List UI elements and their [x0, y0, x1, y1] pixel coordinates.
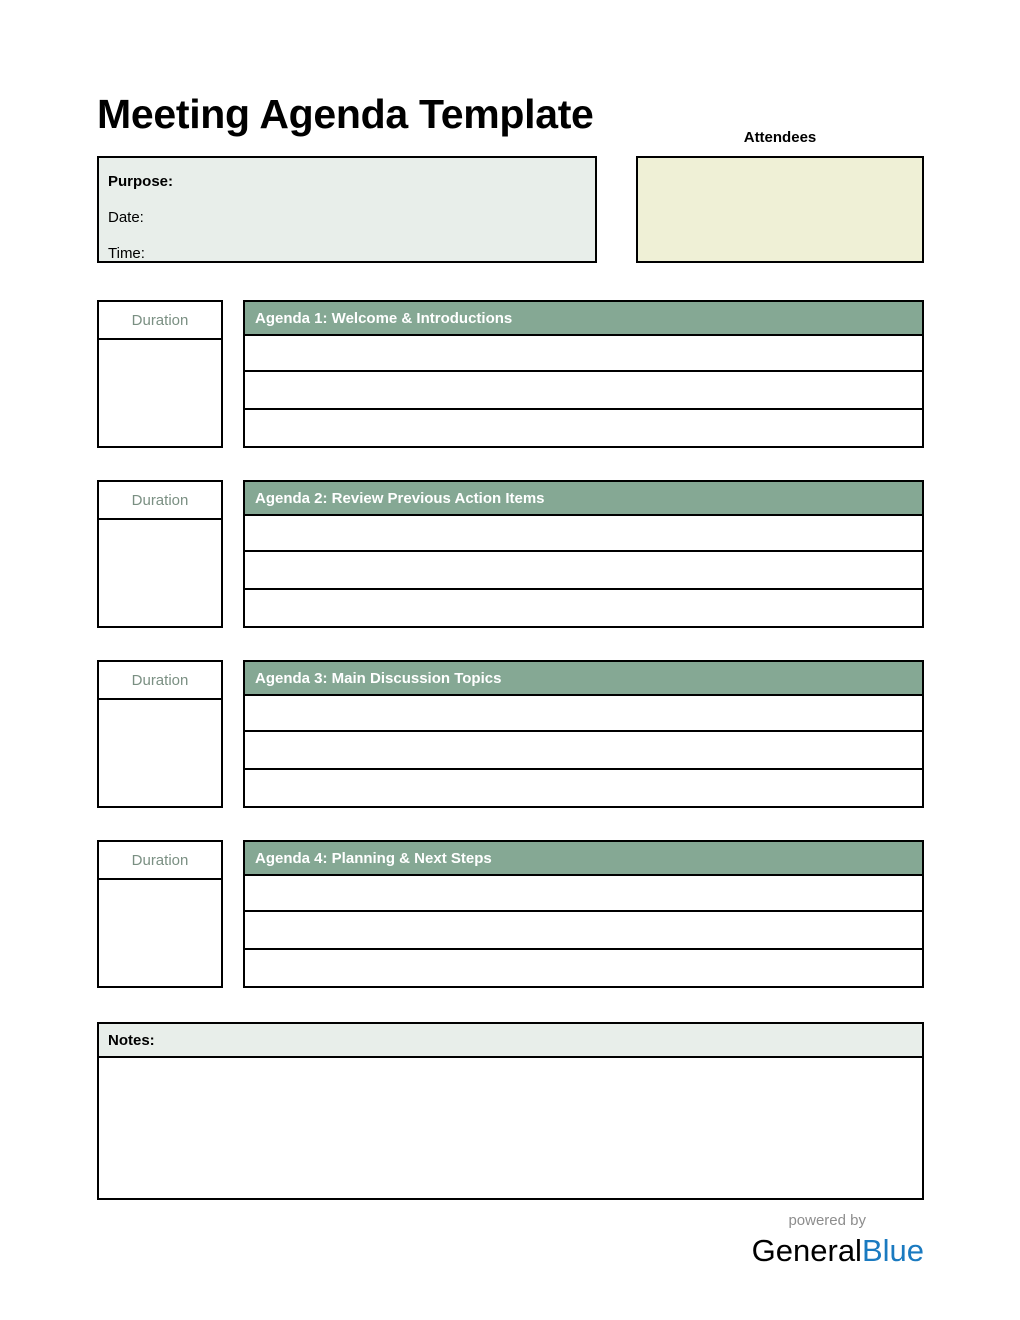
duration-header-label-4: Duration	[131, 851, 189, 869]
agenda-row[interactable]	[245, 554, 922, 590]
time-label: Time:	[108, 245, 145, 262]
agenda-header-1	[245, 302, 922, 336]
agenda-header-2	[245, 482, 922, 516]
agenda-title-4: Agenda 4: Planning & Next Steps	[255, 849, 492, 867]
agenda-row[interactable]	[245, 952, 922, 988]
duration-header-label-1: Duration	[131, 311, 189, 329]
agenda-table-3	[243, 660, 924, 808]
brand-wordmark	[624, 1235, 924, 1266]
agenda-header-4	[245, 842, 922, 876]
duration-input-2[interactable]	[99, 520, 221, 628]
agenda-section-2	[0, 480, 1020, 628]
duration-box-2	[97, 480, 223, 628]
notes-header	[99, 1024, 922, 1058]
duration-box-1	[97, 300, 223, 448]
agenda-row[interactable]	[245, 772, 922, 808]
notes-box	[97, 1022, 924, 1200]
duration-header-1	[99, 302, 221, 340]
agenda-table-2	[243, 480, 924, 628]
attendees-input-box[interactable]	[636, 156, 924, 263]
agenda-row[interactable]	[245, 876, 922, 912]
agenda-section-4	[0, 840, 1020, 988]
agenda-section-1	[0, 300, 1020, 448]
generalblue-logo	[624, 1213, 924, 1266]
purpose-details-box	[97, 156, 597, 263]
agenda-title-3: Agenda 3: Main Discussion Topics	[255, 669, 502, 687]
agenda-row[interactable]	[245, 696, 922, 732]
duration-input-4[interactable]	[99, 880, 221, 988]
attendees-label: Attendees	[743, 129, 817, 146]
powered-by-label: powered by	[788, 1212, 866, 1229]
duration-box-3	[97, 660, 223, 808]
agenda-table-1	[243, 300, 924, 448]
agenda-row[interactable]	[245, 734, 922, 770]
agenda-row[interactable]	[245, 592, 922, 628]
agenda-row[interactable]	[245, 516, 922, 552]
duration-header-2	[99, 482, 221, 520]
duration-input-3[interactable]	[99, 700, 221, 808]
notes-input[interactable]	[99, 1058, 922, 1198]
duration-header-label-2: Duration	[131, 491, 189, 509]
date-label: Date:	[108, 209, 144, 226]
brand-blue: Blue	[861, 1233, 924, 1268]
agenda-section-3	[0, 660, 1020, 808]
agenda-row[interactable]	[245, 374, 922, 410]
agenda-header-3	[245, 662, 922, 696]
agenda-row[interactable]	[245, 336, 922, 372]
agenda-title-1: Agenda 1: Welcome & Introductions	[255, 309, 513, 327]
duration-box-4	[97, 840, 223, 988]
agenda-table-4	[243, 840, 924, 988]
purpose-label: Purpose:	[108, 173, 174, 190]
brand-general: General	[751, 1233, 862, 1268]
agenda-title-2: Agenda 2: Review Previous Action Items	[255, 489, 545, 507]
page-title: Meeting Agenda Template	[97, 91, 594, 137]
duration-header-4	[99, 842, 221, 880]
notes-label: Notes:	[108, 1031, 155, 1049]
agenda-row[interactable]	[245, 412, 922, 448]
duration-input-1[interactable]	[99, 340, 221, 448]
duration-header-3	[99, 662, 221, 700]
agenda-row[interactable]	[245, 914, 922, 950]
duration-header-label-3: Duration	[131, 671, 189, 689]
